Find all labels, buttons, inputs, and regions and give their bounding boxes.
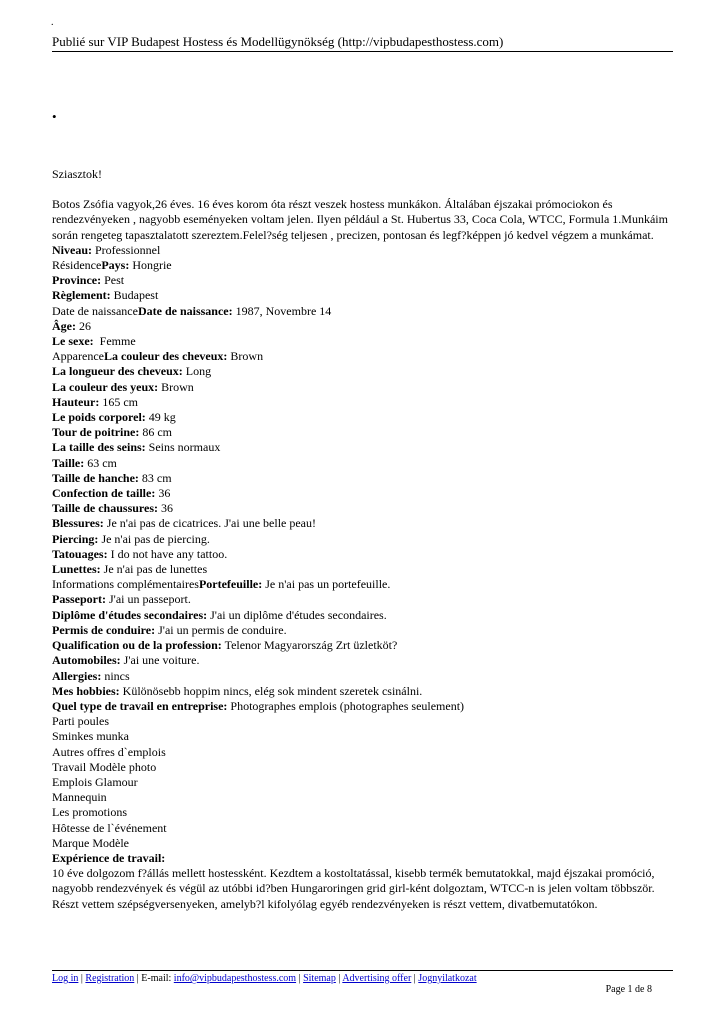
profile-field-row [52, 364, 673, 379]
profile-field-row [52, 395, 673, 410]
job-type-item: Parti poules [52, 714, 109, 729]
profile-field-row [52, 592, 673, 607]
field-label: La couleur des yeux: [52, 379, 159, 394]
jognyilatkozat-link[interactable]: Jognyilatkozat [418, 973, 477, 984]
profile-field-row [52, 577, 673, 592]
profile-field-row [52, 425, 673, 440]
field-value: Különösebb hoppim nincs, elég sok mindent szeretek csinálni. [119, 683, 423, 698]
sitemap-link[interactable]: Sitemap [303, 973, 336, 984]
footer-links [52, 973, 477, 985]
field-label: Province: [52, 273, 102, 288]
field-label: Mes hobbies: [52, 683, 120, 698]
field-value: 26 [76, 318, 91, 333]
profile-field-row [52, 653, 673, 668]
profile-fields [52, 243, 673, 714]
field-label: Taille: [52, 455, 85, 470]
profile-field-row [52, 623, 673, 638]
field-label: Lunettes: [52, 562, 101, 577]
field-label: Niveau: [52, 242, 92, 257]
field-value: Je n'ai pas de lunettes [100, 562, 208, 577]
main-content [52, 167, 673, 912]
field-label: Permis de conduire: [52, 622, 156, 637]
profile-field-row [52, 669, 673, 684]
field-value: 63 cm [84, 455, 117, 470]
profile-field-row [52, 273, 673, 288]
header-dot: . [51, 17, 54, 28]
profile-field-row [52, 456, 673, 471]
field-value: J'ai une voiture. [120, 653, 200, 668]
job-type-item: Emplois Glamour [52, 774, 138, 789]
profile-field-row [52, 562, 673, 577]
experience-text: 10 éve dolgozom f?állás mellett hostessként. Kezdtem a kostoltatással, kisebb termék bemutatokkal, majd éjszakai promóció, nagyobb rendezvények és végül az utóbbi id?ben Hungaroringen grid girl-ként dolgoztam, WTCC-n is jelen voltam többször. Részt vettem szépségversenyeken, amelyb?l kifolyólag egyéb rendezvényeken is részt vettem, divatbemutatókon. [52, 866, 655, 911]
field-label: Allergies: [52, 668, 102, 683]
field-value: Seins normaux [145, 440, 221, 455]
field-label: Tour de poitrine: [52, 425, 140, 440]
profile-field-row [52, 547, 673, 562]
field-label: Taille de chaussures: [52, 501, 159, 516]
field-label: Date de naissance: [137, 303, 233, 318]
profile-field-row [52, 471, 673, 486]
field-label: Âge: [52, 318, 76, 333]
field-label: Confection de taille: [52, 486, 156, 501]
field-value: J'ai un diplôme d'études secondaires. [207, 607, 387, 622]
job-type-item: Marque Modèle [52, 835, 129, 850]
job-type-item: Hôtesse de l`événement [52, 820, 167, 835]
profile-field-row [52, 638, 673, 653]
field-value: Hongrie [129, 258, 172, 273]
field-value: Long [182, 364, 212, 379]
field-section-prefix: Date de naissance [52, 303, 138, 318]
field-value: Je n'ai pas un portefeuille. [262, 577, 391, 592]
field-label: Règlement: [52, 288, 111, 303]
profile-field-row [52, 440, 673, 455]
footer-divider [52, 970, 673, 971]
field-label: Portefeuille: [198, 577, 263, 592]
profile-field-row [52, 501, 673, 516]
field-label: Passeport: [52, 592, 106, 607]
field-value: 165 cm [99, 394, 138, 409]
field-label: Le sexe: [52, 334, 94, 349]
field-section-prefix: Apparence [52, 349, 104, 364]
field-label: Tatouages: [52, 546, 108, 561]
field-value: J'ai un permis de conduire. [155, 622, 287, 637]
field-value: J'ai un passeport. [106, 592, 191, 607]
profile-field-row [52, 486, 673, 501]
job-type-list [52, 714, 673, 851]
field-label: Quel type de travail en entreprise: [52, 698, 228, 713]
field-label: Qualification ou de la profession: [52, 638, 222, 653]
job-type-item: Sminkes munka [52, 729, 129, 744]
footer-separator: | [296, 973, 304, 984]
field-value: 36 [158, 501, 174, 516]
field-label: La taille des seins: [52, 440, 146, 455]
email-link[interactable]: info@vipbudapesthostess.com [173, 973, 297, 984]
footer-separator: | [78, 973, 86, 984]
footer-separator: | [411, 973, 419, 984]
job-type-item: Mannequin [52, 790, 107, 805]
field-label: La couleur des cheveux: [103, 349, 228, 364]
field-value: I do not have any tattoo. [107, 546, 228, 561]
header-divider [52, 51, 673, 52]
profile-field-row [52, 532, 673, 547]
field-value: 83 cm [138, 470, 172, 485]
field-label: Automobiles: [52, 653, 121, 668]
profile-field-row [52, 288, 673, 303]
profile-field-row [52, 334, 673, 349]
profile-field-row [52, 516, 673, 531]
job-type-item: Les promotions [52, 805, 127, 820]
field-label: Pays: [101, 258, 130, 273]
field-value: Je n'ai pas de piercing. [98, 531, 210, 546]
page-header-title: Publié sur VIP Budapest Hostess és Modellügynökség (http://vipbudapesthostess.com) [52, 34, 504, 49]
field-value: 86 cm [139, 425, 173, 440]
login-link[interactable]: Log in [52, 973, 79, 984]
field-value: Brown [158, 379, 194, 394]
profile-field-row [52, 243, 673, 258]
profile-field-row [52, 304, 673, 319]
field-value: Je n'ai pas de cicatrices. J'ai une belle peau! [103, 516, 317, 531]
field-value: Budapest [110, 288, 159, 303]
field-label: Le poids corporel: [52, 410, 146, 425]
field-value: nincs [101, 668, 130, 683]
page-number: Page 1 de 8 [605, 984, 652, 995]
field-value: 49 kg [145, 410, 176, 425]
field-label: Piercing: [52, 531, 99, 546]
profile-field-row [52, 699, 673, 714]
profile-field-row [52, 410, 673, 425]
email-label: | E-mail: [134, 973, 174, 984]
profile-field-row [52, 258, 673, 273]
profile-field-row [52, 608, 673, 623]
field-label: Diplôme d'études secondaires: [52, 607, 208, 622]
job-type-item: Travail Modèle photo [52, 759, 157, 774]
field-value: Brown [227, 349, 264, 364]
field-value: Telenor Magyarország Zrt üzletköt? [221, 638, 398, 653]
intro-paragraph: Botos Zsófia vagyok,26 éves. 16 éves korom óta részt veszek hostess munkákon. Általában éjszakai prómociokon és rendezvényeken , nagyobb eseményeken voltam jelen. Ilyen például a St. Hubertus 33, Coca Cola, WTCC, Formula 1.Munkáim során rengeteg tapasztalatott szereztem.Felel?ség teljesen , precizen, pontosan és legf?képpen jó kedvel végzem a munkámat. [52, 197, 668, 242]
greeting: Sziasztok! [52, 167, 102, 181]
field-value: 1987, Novembre 14 [232, 303, 332, 318]
field-value: Photographes emplois (photographes seulement) [227, 698, 465, 713]
advertising-link[interactable]: Advertising offer [342, 973, 412, 984]
field-label: Taille de hanche: [52, 470, 139, 485]
field-label: La longueur des cheveux: [52, 364, 183, 379]
field-section-prefix: Informations complémentaires [52, 577, 199, 592]
field-value: Professionnel [92, 242, 161, 257]
profile-field-row [52, 380, 673, 395]
profile-field-row [52, 319, 673, 334]
field-section-prefix: Résidence [52, 258, 102, 273]
field-value: Pest [101, 273, 125, 288]
field-value: 36 [155, 486, 171, 501]
registration-link[interactable]: Registration [85, 973, 135, 984]
profile-field-row [52, 349, 673, 364]
field-label: Hauteur: [52, 394, 100, 409]
bullet-point: • [52, 109, 57, 124]
footer-separator: | [335, 973, 343, 984]
experience-heading: Expérience de travail: [52, 850, 166, 865]
field-value: Femme [93, 334, 136, 349]
job-type-item: Autres offres d`emplois [52, 744, 166, 759]
profile-field-row [52, 684, 673, 699]
field-label: Blessures: [52, 516, 104, 531]
